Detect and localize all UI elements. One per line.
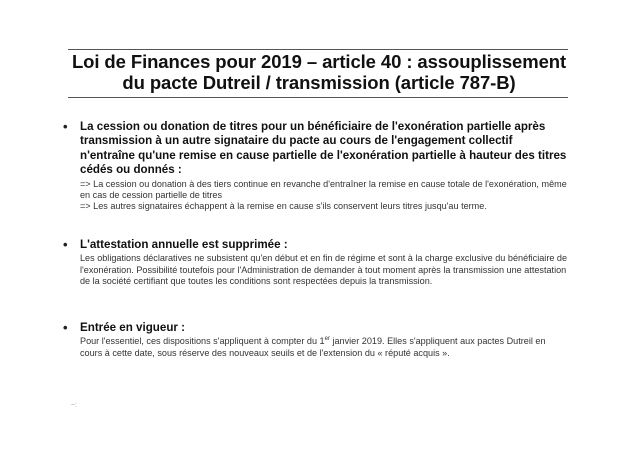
title-bottom-rule [68, 97, 568, 98]
list-item-annual-certificate [63, 237, 570, 288]
body-line: => La cession ou donation à des tiers continue en revanche d'entraîner la remise en cause totale de l'exonération, même en cas de cession partielle de titres [80, 178, 567, 201]
title-line-2: du pacte Dutreil / transmission (article 787-B) [122, 72, 516, 93]
item-body [80, 179, 570, 213]
title-top-rule [68, 49, 568, 50]
bullet-icon: • [63, 119, 68, 134]
body-text [80, 336, 570, 359]
item-heading: L'attestation annuelle est supprimée : [80, 238, 288, 251]
page-title [66, 51, 572, 93]
item-heading: La cession ou donation de titres pour un bénéficiaire de l'exonération partielle après transmission à un autre signataire du pacte au cours de l'engagement collectif n'entraîne qu'une remise en cause partielle de l'exonération partielle à hauteur des titres cédés ou donnés : [80, 120, 567, 177]
body-text-end: janvier 2019. Elles s'appliquent aux pactes Dutreil en cours à cette date, sous réserve des nouveaux seuils et de l'extension du « réputé acquis ». [80, 336, 546, 358]
item-body [80, 253, 570, 287]
item-heading: Entrée en vigueur : [80, 321, 186, 334]
body-line: => Les autres signataires échappent à la remise en cause s'ils conservent leurs titres jusqu'au terme. [80, 201, 487, 212]
ordinal-superscript: er [324, 336, 330, 343]
title-line-1: Loi de Finances pour 2019 – article 40 : assouplissement [71, 51, 567, 72]
bullet-icon: • [63, 320, 68, 335]
body-text-start: Pour l'essentiel, ces dispositions s'appliquent à compter du 1 [80, 336, 325, 347]
body-line: Les obligations déclaratives ne subsistent qu'en début et en fin de régime et sont à la charge exclusive du bénéficiaire de l'exonération. Possibilité toutefois pour l'Administration de demander à tout moment après la transmission une attestation de la société certifiant que toutes les conditions sont respectées depuis la transmission. [80, 253, 568, 287]
list-item-partial-exemption [63, 119, 570, 213]
scan-mark: ~: [71, 402, 78, 409]
item-body [80, 336, 570, 359]
bullet-icon: • [63, 237, 68, 252]
list-item-entry-into-force [63, 320, 570, 359]
